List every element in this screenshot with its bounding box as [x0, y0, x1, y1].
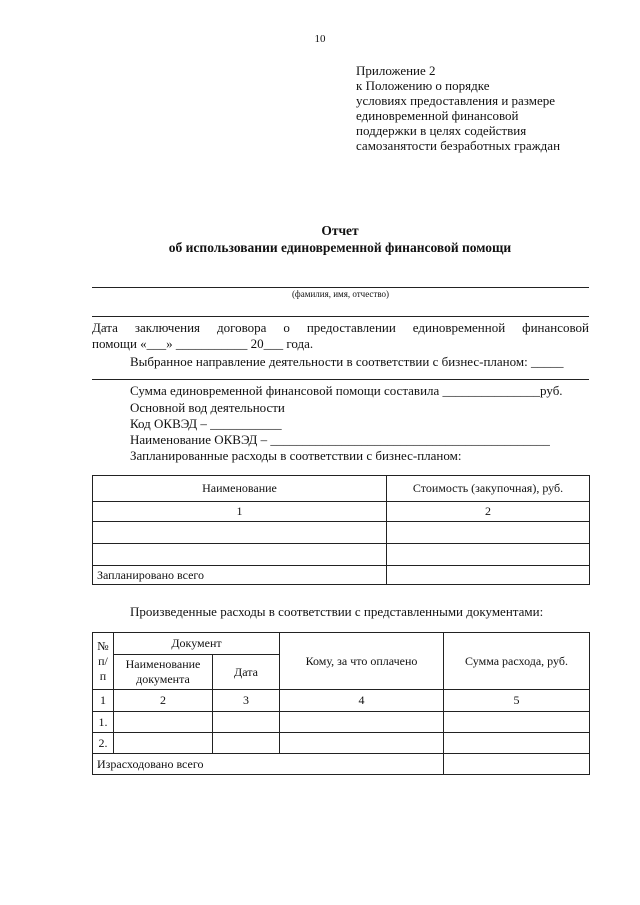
table-row — [93, 712, 590, 733]
direction-text: Выбранное направление деятельности в соответствии с бизнес-планом: _____ — [130, 354, 564, 369]
col-doc-name-line1: Наименование — [125, 657, 201, 671]
planned-expenses-table — [92, 475, 590, 585]
table-cell — [444, 733, 590, 754]
table-cell: 3 — [213, 690, 280, 712]
okved-name-text: Наименование ОКВЭД – ___________________________________________ — [130, 432, 550, 447]
appendix-line: к Положению о порядке — [356, 78, 490, 93]
table-total-label: Запланировано всего — [93, 566, 387, 585]
table-cell — [93, 544, 387, 566]
table-total-row — [93, 754, 590, 775]
name-line — [92, 287, 589, 288]
appendix-line: единовременной финансовой — [356, 108, 519, 123]
table-total-row — [93, 566, 590, 585]
report-title-line2: об использовании единовременной финансовой помощи — [168, 240, 512, 255]
table-cell — [114, 733, 213, 754]
table-header-row — [93, 476, 590, 502]
main-activity-text: Основной вод деятельности — [130, 400, 285, 415]
table-cell — [444, 712, 590, 733]
table-cell: 5 — [444, 690, 590, 712]
table-total-label: Израсходовано всего — [93, 754, 444, 775]
table-cell — [213, 733, 280, 754]
planned-intro-text: Запланированные расходы в соответствии с бизнес-планом: — [130, 448, 462, 463]
appendix-line: самозанятости безработных граждан — [356, 138, 561, 153]
col-doc-name-line2: документа — [136, 672, 190, 686]
table-cell — [114, 712, 213, 733]
table-header-cell: Кому, за что оплачено — [280, 633, 444, 690]
okved-code-text: Код ОКВЭД – ___________ — [130, 416, 282, 431]
table-cell — [213, 712, 280, 733]
table-number-row — [93, 502, 590, 522]
col-no-line2: п/п — [98, 653, 108, 683]
table-header-row — [93, 633, 590, 655]
table-cell: 4 — [280, 690, 444, 712]
table-header-cell: Сумма расхода, руб. — [444, 633, 590, 690]
page-number: 10 — [314, 33, 326, 45]
table-cell: 1 — [93, 690, 114, 712]
contract-date-line1: Дата заключения договора о предоставлении единовременной финансовой — [92, 320, 589, 335]
table-cell — [387, 544, 590, 566]
table-cell: 1 — [93, 502, 387, 522]
table-header-cell: Стоимость (закупочная), руб. — [387, 476, 590, 502]
table-cell: 2 — [114, 690, 213, 712]
table-cell — [280, 733, 444, 754]
table-cell — [93, 522, 387, 544]
table-cell — [387, 522, 590, 544]
sum-text: Сумма единовременной финансовой помощи составила _______________руб. — [130, 383, 563, 398]
contract-date-line2: помощи «___» ___________ 20___ года. — [92, 336, 314, 351]
table-cell: 1. — [93, 712, 114, 733]
table-cell: 2. — [93, 733, 114, 754]
table-row — [93, 733, 590, 754]
table-header-cell — [114, 655, 213, 690]
table-header-cell: Дата — [213, 655, 280, 690]
actual-intro-text: Произведенные расходы в соответствии с представленными документами: — [130, 604, 544, 619]
table-row — [93, 544, 590, 566]
table-cell — [280, 712, 444, 733]
appendix-line: условиях предоставления и размере — [356, 93, 556, 108]
table-header-cell: Наименование — [93, 476, 387, 502]
report-title-line1: Отчет — [321, 223, 359, 238]
appendix-heading — [356, 63, 560, 153]
table-header-cell — [93, 633, 114, 690]
direction-line — [92, 379, 589, 380]
table-cell — [387, 566, 590, 585]
col-no-line1: № — [97, 638, 109, 653]
table-cell: 2 — [387, 502, 590, 522]
actual-expenses-table — [92, 632, 590, 775]
table-row — [93, 522, 590, 544]
separator-line — [92, 316, 589, 317]
appendix-line: поддержки в целях содействия — [356, 123, 527, 138]
report-title — [0, 222, 640, 256]
appendix-line: Приложение 2 — [356, 63, 436, 78]
table-header-cell: Документ — [114, 633, 280, 655]
table-cell — [444, 754, 590, 775]
name-caption: (фамилия, имя, отчество) — [291, 289, 390, 299]
table-number-row — [93, 690, 590, 712]
